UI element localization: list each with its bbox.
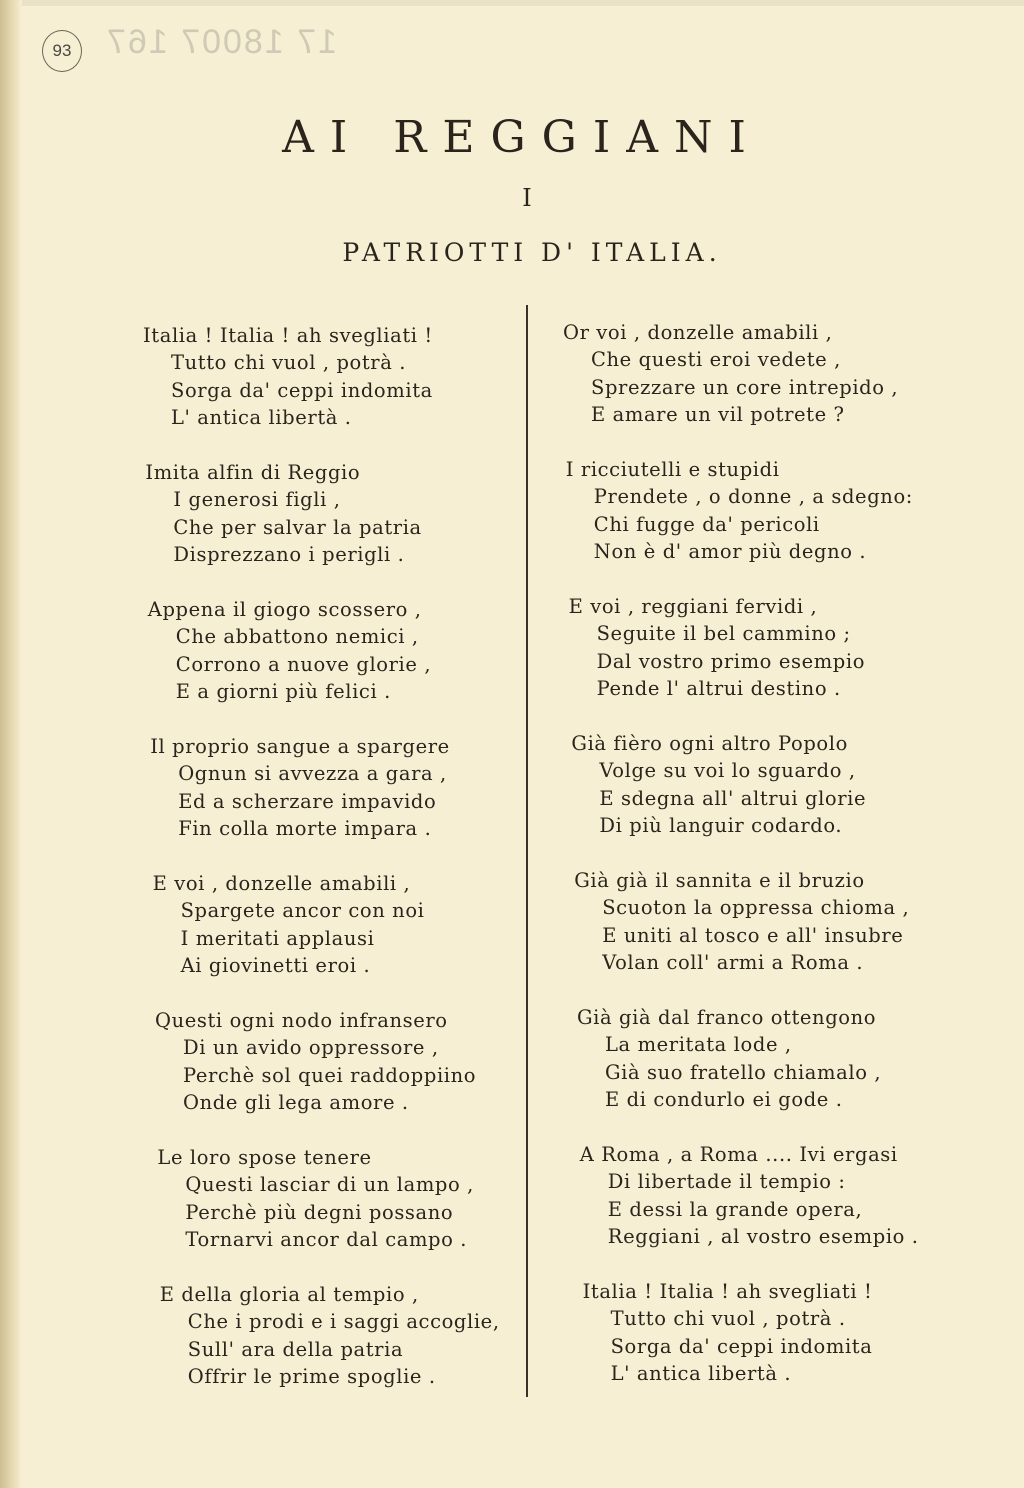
verse-line: Sorga da' ceppi indomita <box>610 1334 873 1358</box>
stanza <box>577 1004 881 1113</box>
verse-line: Imita alfin di Reggio <box>145 461 361 484</box>
verse-line: E voi , reggiani fervidi , <box>568 595 818 618</box>
verse-line: Spargete ancor con noi <box>180 899 425 923</box>
verse-line: I generosi figli , <box>173 488 341 512</box>
stanza <box>571 730 866 839</box>
verse-line: Scuoton la oppressa chioma , <box>602 896 910 920</box>
stanza <box>583 1278 873 1387</box>
column-divider <box>526 305 528 1397</box>
pencil-shelfmark: 17 18007 167 <box>105 23 337 61</box>
verse-line: E voi , donzelle amabili , <box>152 872 411 895</box>
verse-line: Disprezzano i perigli . <box>173 542 405 566</box>
verse-line: E a giorni più felici . <box>175 679 391 703</box>
verse-line: Italia ! Italia ! ah svegliati ! <box>143 324 433 347</box>
verse-line: Perchè più degni possano <box>185 1200 454 1224</box>
verse-line: Pende l' altrui destino . <box>596 676 841 700</box>
stanza <box>148 596 431 705</box>
stanza <box>155 1007 476 1116</box>
folio-number: 93 <box>42 30 82 72</box>
verse-line: Perchè sol quei raddoppiino <box>183 1063 477 1087</box>
verse-line: Che abbattono nemici , <box>175 625 419 649</box>
verse-line: Di libertade il tempio : <box>607 1170 846 1194</box>
stanza <box>569 593 865 702</box>
verse-line: Che questi eroi vedete , <box>591 348 841 372</box>
verse-line: Le loro spose tenere <box>157 1146 372 1169</box>
verse-line: Sorga da' ceppi indomita <box>171 378 433 402</box>
stanza <box>563 319 898 428</box>
verse-line: Reggiani , al vostro esempio . <box>607 1224 919 1248</box>
verse-line: Di più languir codardo. <box>599 813 843 837</box>
verse-line: Volge su voi lo sguardo , <box>599 759 856 783</box>
page-subtitle: PATRIOTTI D' ITALIA. <box>342 238 722 267</box>
verse-line: E amare un vil potrete ? <box>591 402 845 426</box>
verse-line: Tutto chi vuol , potrà . <box>610 1307 846 1331</box>
title-conjunction: I <box>522 184 532 212</box>
verse-line: La meritata lode , <box>605 1033 792 1057</box>
verse-line: E di condurlo ei gode . <box>605 1087 843 1111</box>
page-binding-edge <box>0 0 22 1488</box>
verse-line: Di un avido oppressore , <box>183 1036 439 1060</box>
verse-line: Offrir le prime spoglie . <box>187 1364 436 1388</box>
verse-line: E dessi la grande opera, <box>607 1197 863 1221</box>
verse-line: I ricciutelli e stupidi <box>565 458 780 481</box>
verse-line: Seguite il bel cammino ; <box>596 622 851 646</box>
verse-line: L' antica libertà . <box>171 405 352 429</box>
verse-line: I meritati applausi <box>180 926 375 950</box>
verse-line: Questi lasciar di un lampo , <box>185 1173 474 1197</box>
stanza <box>580 1141 919 1250</box>
verse-line: Appena il giogo scossero , <box>147 598 422 621</box>
verse-line: Questi ogni nodo infransero <box>155 1009 448 1032</box>
stanza <box>143 322 433 431</box>
verse-line: Ai giovinetti eroi . <box>180 953 371 977</box>
verse-line: Che i prodi e i saggi accoglie, <box>187 1310 500 1334</box>
page-top-edge <box>0 0 1024 6</box>
stanza <box>566 456 913 565</box>
verse-line: Chi fugge da' pericoli <box>593 512 820 536</box>
verse-line: Prendete , o donne , a sdegno: <box>593 485 913 509</box>
verse-line: Non è d' amor più degno . <box>593 539 867 563</box>
verse-line: E della gloria al tempio , <box>159 1283 419 1306</box>
verse-line: Sull' ara della patria <box>187 1337 404 1361</box>
stanza <box>574 867 909 976</box>
verse-line: Il proprio sangue a spargere <box>150 735 450 758</box>
stanza <box>150 733 450 842</box>
verse-line: Già suo fratello chiamalo , <box>605 1060 882 1084</box>
verse-line: Tutto chi vuol , potrà . <box>171 351 407 375</box>
stanza <box>153 870 425 979</box>
verse-line: Già fièro ogni altro Popolo <box>571 732 848 755</box>
verse-line: A Roma , a Roma .... Ivi ergasi <box>579 1143 898 1166</box>
stanza <box>160 1281 500 1390</box>
verse-line: Tornarvi ancor dal campo . <box>185 1227 468 1251</box>
verse-line: Volan coll' armi a Roma . <box>602 950 864 974</box>
verse-line: Già già il sannita e il bruzio <box>574 869 865 892</box>
verse-line: Già già dal franco ottengono <box>577 1006 877 1029</box>
stanza <box>157 1144 474 1253</box>
verse-line: E sdegna all' altrui glorie <box>599 786 867 810</box>
verse-line: Sprezzare un core intrepido , <box>591 375 899 399</box>
stanza <box>145 459 421 568</box>
verse-line: Corrono a nuove glorie , <box>175 652 432 676</box>
page-title: AI REGGIANI <box>282 112 762 163</box>
verse-line: Ognun si avvezza a gara , <box>178 762 447 786</box>
verse-line: Dal vostro primo esempio <box>596 649 866 673</box>
verse-line: Che per salvar la patria <box>173 515 422 539</box>
verse-line: Ed a scherzare impavido <box>178 789 437 813</box>
verse-line: Italia ! Italia ! ah svegliati ! <box>582 1280 873 1303</box>
verse-line: E uniti al tosco e all' insubre <box>602 923 904 947</box>
verse-line: Fin colla morte impara . <box>178 816 432 840</box>
verse-line: Onde gli lega amore . <box>183 1090 409 1114</box>
verse-line: L' antica libertà . <box>610 1361 792 1385</box>
verse-line: Or voi , donzelle amabili , <box>563 321 833 344</box>
